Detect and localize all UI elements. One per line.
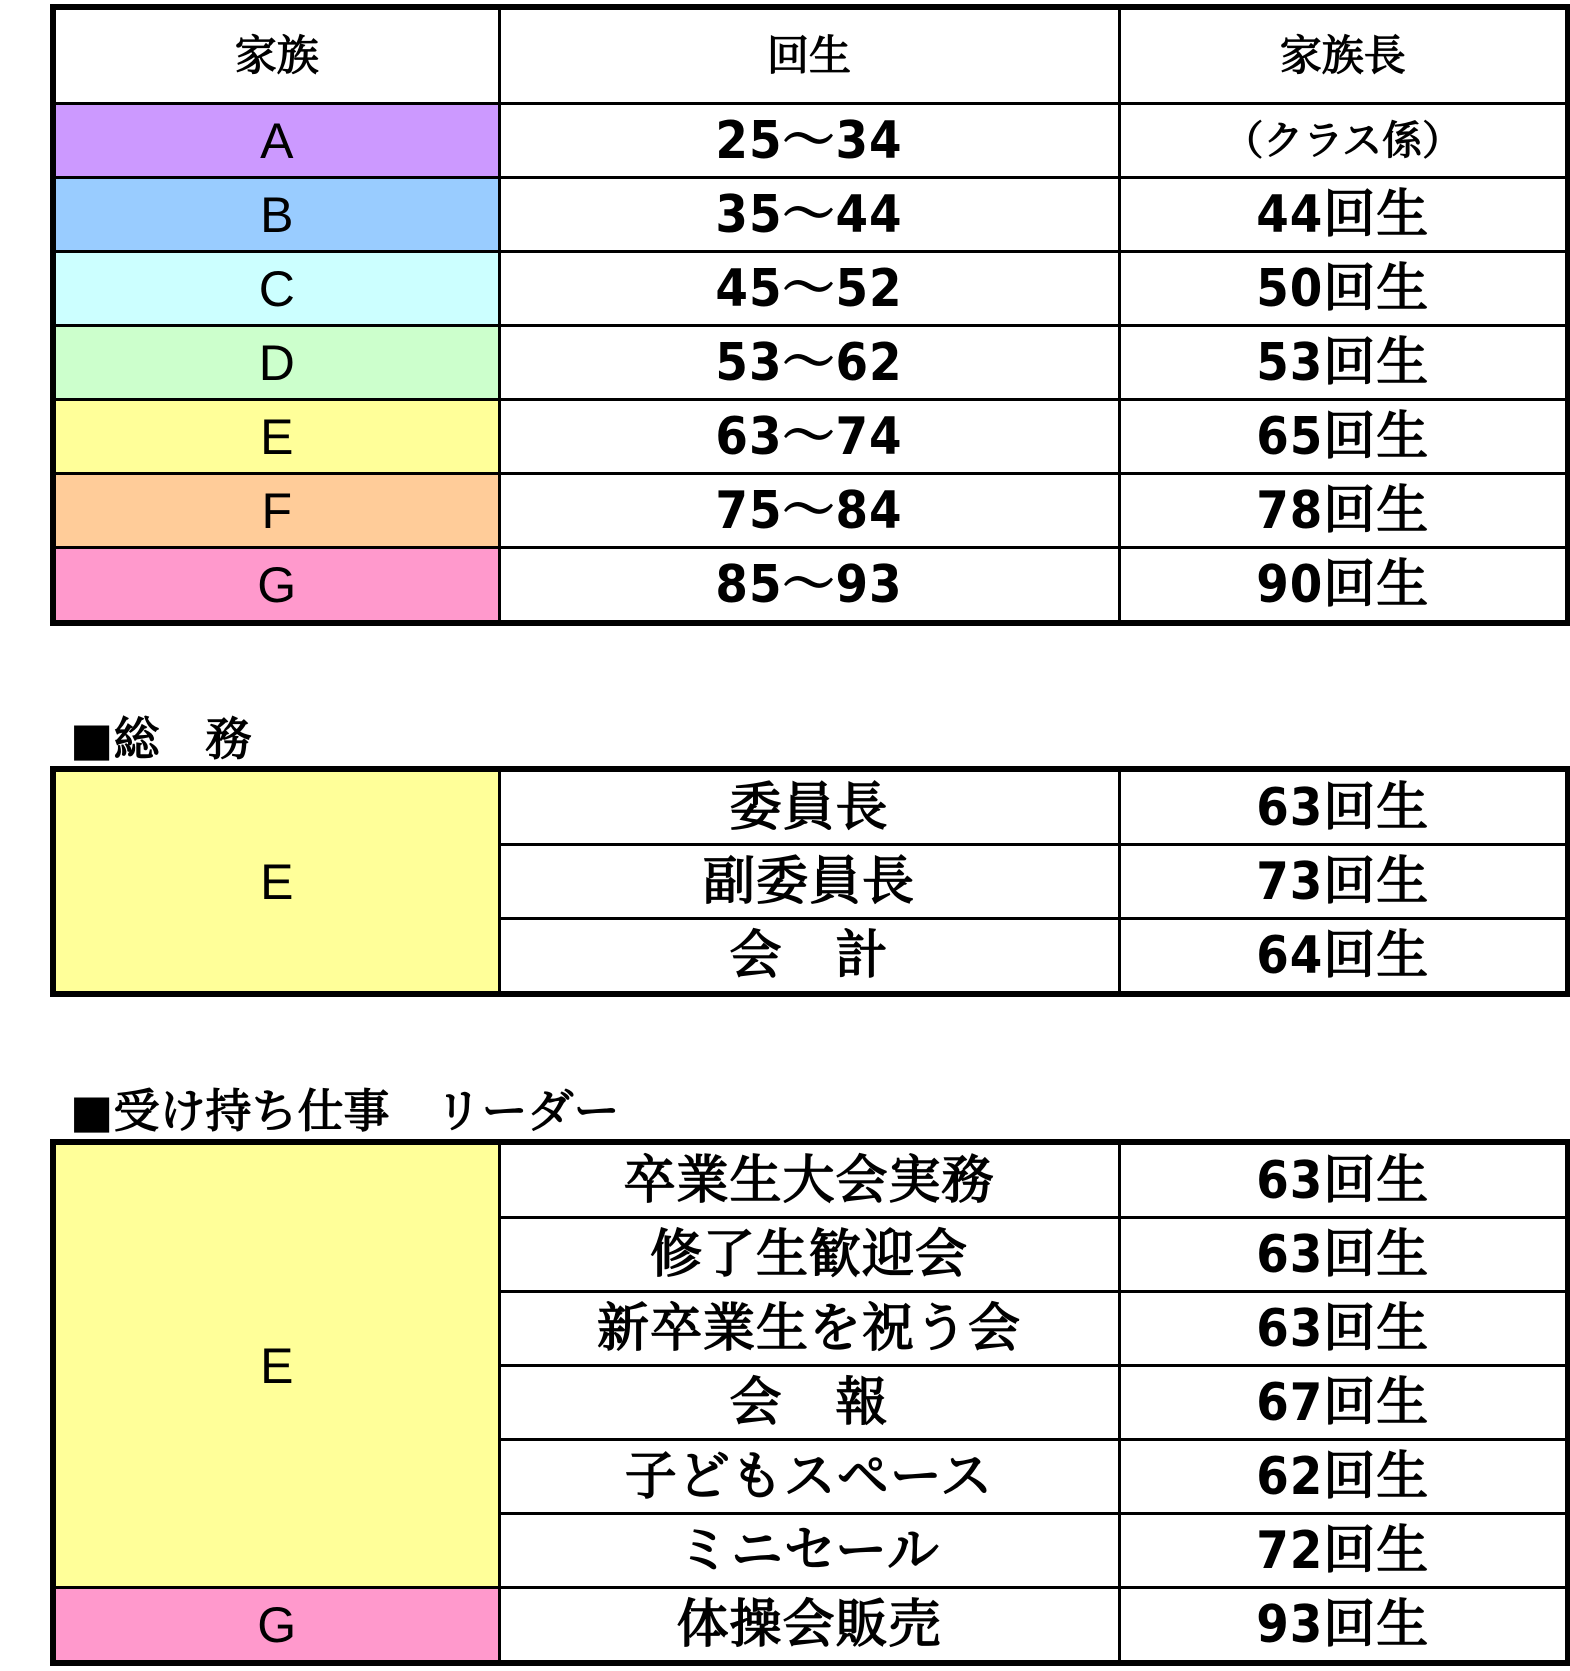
task-cell: 修了生歓迎会 (499, 1218, 1119, 1292)
family-cell: E (53, 400, 499, 474)
general-affairs-title: ■総 務 (70, 712, 252, 766)
family-leader-cell: 44回生 (1119, 178, 1568, 252)
family-cell: A (53, 104, 499, 178)
family-leader-cell: 90回生 (1119, 548, 1568, 624)
family-cell: D (53, 326, 499, 400)
task-cell: 会 報 (499, 1366, 1119, 1440)
family-leader-cell: 78回生 (1119, 474, 1568, 548)
task-leaders-table (50, 1139, 1570, 1666)
family-leader-cell: 50回生 (1119, 252, 1568, 326)
family-row (53, 252, 1568, 326)
header-family: 家族 (53, 7, 499, 104)
year-range-cell: 63～74 (499, 400, 1119, 474)
role-cell: 会 計 (499, 919, 1119, 995)
general-affairs-table (50, 766, 1570, 997)
year-cell: 62回生 (1119, 1440, 1568, 1514)
family-row (53, 400, 1568, 474)
general-affairs-row (53, 769, 1568, 845)
year-range-cell: 25～34 (499, 104, 1119, 178)
family-cell: G (53, 1588, 499, 1664)
year-range-cell: 53～62 (499, 326, 1119, 400)
family-cell: F (53, 474, 499, 548)
year-cell: 63回生 (1119, 1142, 1568, 1218)
task-cell: 子どもスペース (499, 1440, 1119, 1514)
family-cell: B (53, 178, 499, 252)
family-table-header-row (53, 7, 1568, 104)
task-cell: 卒業生大会実務 (499, 1142, 1119, 1218)
task-cell: 新卒業生を祝う会 (499, 1292, 1119, 1366)
family-row (53, 474, 1568, 548)
year-cell: 63回生 (1119, 1218, 1568, 1292)
family-row (53, 548, 1568, 624)
year-range-cell: 75～84 (499, 474, 1119, 548)
family-row (53, 178, 1568, 252)
task-leaders-title: ■受け持ち仕事 リーダー (70, 1084, 620, 1138)
header-year-range: 回生 (499, 7, 1119, 104)
family-leader-cell: 65回生 (1119, 400, 1568, 474)
year-cell: 72回生 (1119, 1514, 1568, 1588)
task-row (53, 1588, 1568, 1664)
family-leader-cell: （クラス係） (1119, 104, 1568, 178)
year-cell: 73回生 (1119, 845, 1568, 919)
task-row (53, 1142, 1568, 1218)
header-family-leader: 家族長 (1119, 7, 1568, 104)
family-cell: E (53, 1142, 499, 1588)
year-cell: 64回生 (1119, 919, 1568, 995)
year-cell: 63回生 (1119, 1292, 1568, 1366)
family-leader-cell: 53回生 (1119, 326, 1568, 400)
family-row (53, 104, 1568, 178)
family-table (50, 4, 1570, 626)
year-cell: 67回生 (1119, 1366, 1568, 1440)
year-cell: 63回生 (1119, 769, 1568, 845)
year-range-cell: 85～93 (499, 548, 1119, 624)
task-cell: ミニセール (499, 1514, 1119, 1588)
family-cell: C (53, 252, 499, 326)
role-cell: 委員長 (499, 769, 1119, 845)
family-cell: G (53, 548, 499, 624)
family-row (53, 326, 1568, 400)
year-range-cell: 35～44 (499, 178, 1119, 252)
year-range-cell: 45～52 (499, 252, 1119, 326)
role-cell: 副委員長 (499, 845, 1119, 919)
task-cell: 体操会販売 (499, 1588, 1119, 1664)
family-cell: E (53, 769, 499, 994)
year-cell: 93回生 (1119, 1588, 1568, 1664)
